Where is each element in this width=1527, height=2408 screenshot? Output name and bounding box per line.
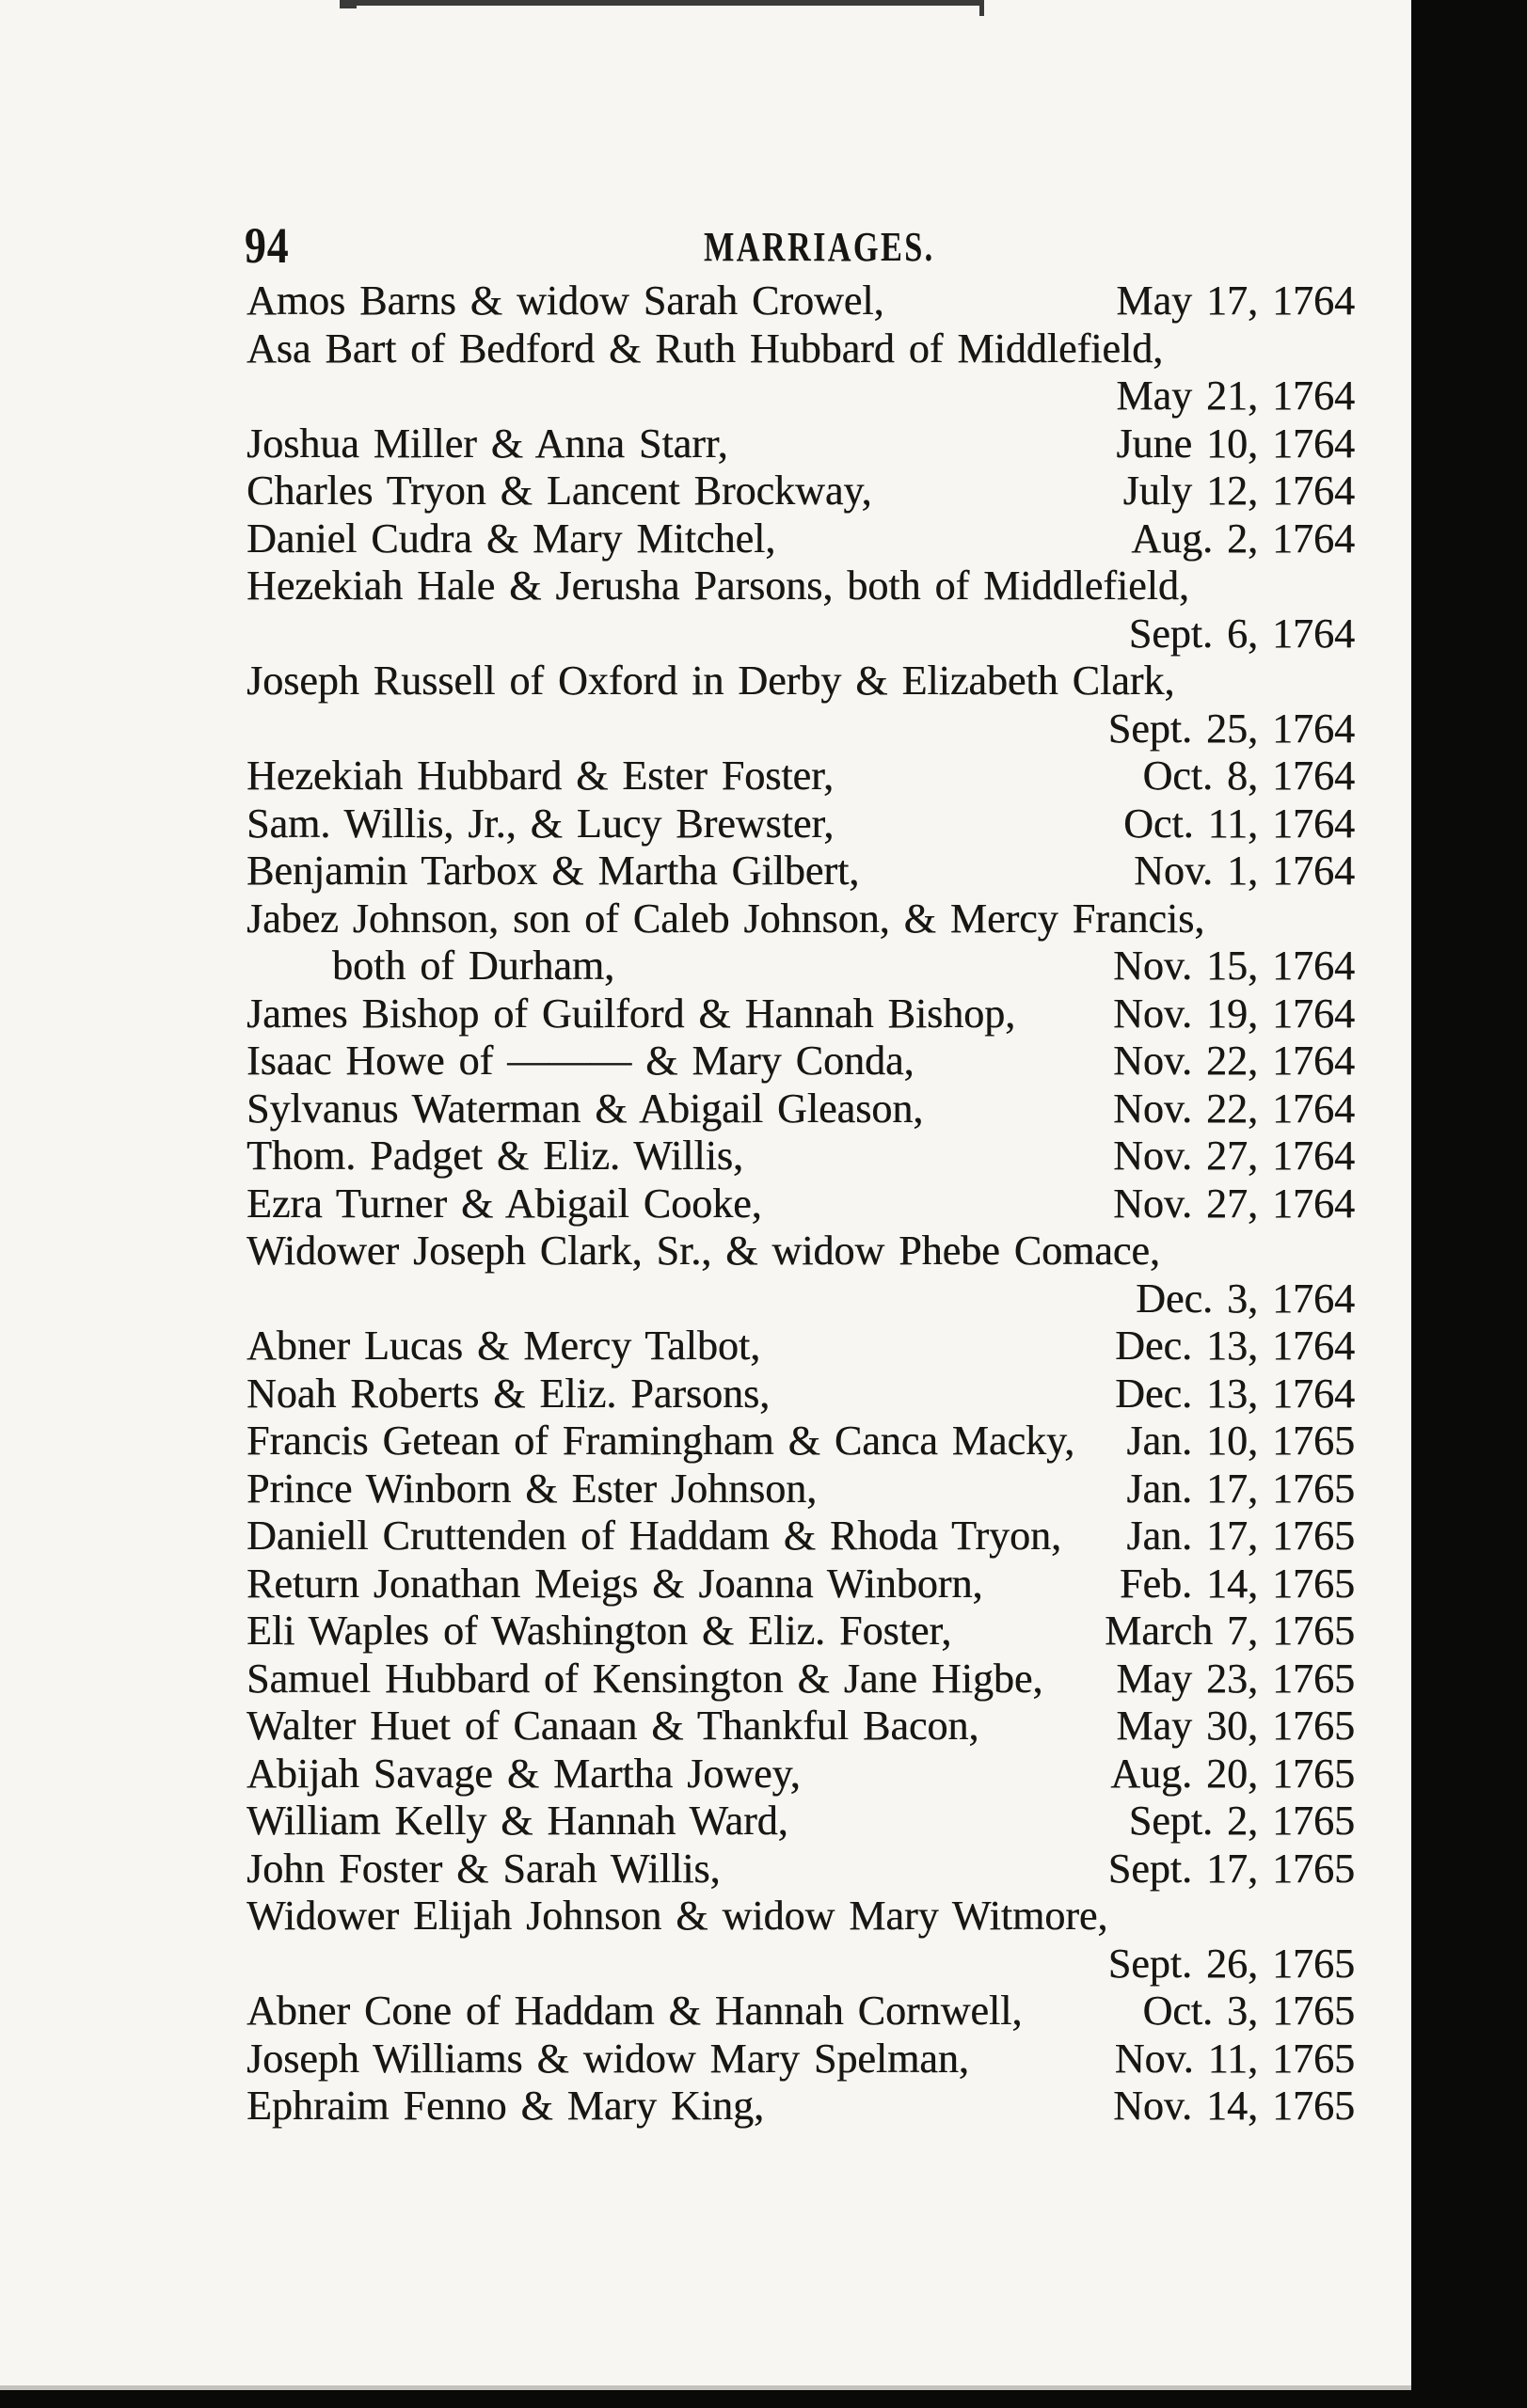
record-date: Jan. 17, 1765	[1126, 1465, 1355, 1512]
record-row	[247, 277, 1355, 325]
record-date: June 10, 1764	[1116, 420, 1355, 467]
record-row	[247, 2036, 1355, 2083]
record-row	[247, 1418, 1355, 1465]
record-row	[247, 515, 1355, 563]
record-date: Sept. 17, 1765	[1107, 1845, 1355, 1892]
record-name: Joseph Russell of Oxford in Derby & Elizabeth Clark,	[247, 657, 1175, 704]
record-name: Jabez Johnson, son of Caleb Johnson, & Mercy Francis,	[247, 895, 1205, 942]
record-name: Joshua Miller & Anna Starr,	[247, 420, 728, 467]
record-name: Sylvanus Waterman & Abigail Gleason,	[247, 1085, 924, 1132]
record-name: Widower Elijah Johnson & widow Mary Witmore,	[247, 1893, 1108, 1939]
record-name: Noah Roberts & Eliz. Parsons,	[247, 1370, 771, 1417]
record-date: Dec. 3, 1764	[1136, 1275, 1355, 1322]
record-name: Return Jonathan Meigs & Joanna Winborn,	[247, 1560, 983, 1607]
record-name: Abner Cone of Haddam & Hannah Cornwell,	[247, 1988, 1023, 2034]
record-name: Walter Huet of Canaan & Thankful Bacon,	[247, 1703, 979, 1749]
record-name: Isaac Howe of ——— & Mary Conda,	[247, 1038, 915, 1084]
record-row	[247, 467, 1355, 515]
scan-top-rule-right-tick	[979, 0, 984, 16]
record-date: Feb. 14, 1765	[1120, 1560, 1355, 1607]
record-row	[247, 1751, 1355, 1798]
record-date: July 12, 1764	[1122, 467, 1355, 514]
record-date: Nov. 1, 1764	[1134, 848, 1355, 894]
record-date: Aug. 2, 1764	[1131, 515, 1355, 562]
record-row	[247, 1180, 1355, 1228]
record-row	[247, 1988, 1355, 2036]
record-row	[247, 943, 1355, 990]
record-row	[247, 1656, 1355, 1703]
record-date: Nov. 22, 1764	[1113, 1038, 1355, 1084]
record-date: Dec. 13, 1764	[1115, 1323, 1355, 1369]
record-row	[247, 1703, 1355, 1751]
record-name: Hezekiah Hubbard & Ester Foster,	[247, 752, 834, 799]
record-date: May 30, 1765	[1116, 1703, 1355, 1749]
scan-top-rule-left-end	[340, 0, 357, 8]
record-row	[247, 1370, 1355, 1418]
scan-top-rule	[340, 0, 984, 6]
record-row	[247, 1465, 1355, 1513]
record-date: Sept. 6, 1764	[1128, 610, 1355, 657]
record-row	[247, 990, 1355, 1038]
marriage-records-list	[247, 277, 1355, 2131]
record-date: Oct. 11, 1764	[1123, 800, 1355, 847]
record-name: Eli Waples of Washington & Eliz. Foster,	[247, 1608, 952, 1654]
record-date: Nov. 22, 1764	[1113, 1085, 1355, 1132]
record-name: Ephraim Fenno & Mary King,	[247, 2083, 765, 2129]
record-name: James Bishop of Guilford & Hannah Bishop,	[247, 990, 1016, 1037]
record-row	[247, 1941, 1355, 1988]
record-name: Asa Bart of Bedford & Ruth Hubbard of Middlefield,	[247, 325, 1164, 372]
record-name: Sam. Willis, Jr., & Lucy Brewster,	[247, 800, 835, 847]
record-date: Nov. 14, 1765	[1113, 2083, 1355, 2129]
record-date: Dec. 13, 1764	[1115, 1370, 1355, 1417]
record-row	[247, 325, 1355, 373]
record-date: Sept. 26, 1765	[1107, 1940, 1355, 1987]
record-date: Jan. 17, 1765	[1126, 1513, 1355, 1559]
record-date: Aug. 20, 1765	[1110, 1750, 1355, 1797]
record-name: Samuel Hubbard of Kensington & Jane Higbe,	[247, 1655, 1043, 1702]
record-date: Nov. 15, 1764	[1113, 943, 1355, 989]
record-row	[247, 2083, 1355, 2131]
record-row	[247, 1038, 1355, 1085]
record-row	[247, 1608, 1355, 1656]
record-name: Abijah Savage & Martha Jowey,	[247, 1750, 801, 1797]
record-name: Prince Winborn & Ester Johnson,	[247, 1465, 818, 1512]
record-name: Joseph Williams & widow Mary Spelman,	[247, 2035, 969, 2082]
record-date: Sept. 25, 1764	[1107, 705, 1355, 752]
record-date: Nov. 11, 1765	[1114, 2035, 1355, 2082]
scan-black-margin-bottom	[0, 2390, 1527, 2408]
record-date: Nov. 27, 1764	[1113, 1133, 1355, 1179]
record-name: Charles Tryon & Lancent Brockway,	[247, 467, 872, 514]
record-row	[247, 1893, 1355, 1941]
record-name: Francis Getean of Framingham & Canca Macky,	[247, 1418, 1075, 1464]
record-row	[247, 1275, 1355, 1323]
record-row	[247, 1228, 1355, 1275]
page-number: 94	[245, 217, 290, 274]
record-row	[247, 1560, 1355, 1608]
record-name: Hezekiah Hale & Jerusha Parsons, both of Middlefield,	[247, 562, 1189, 609]
record-row	[247, 1323, 1355, 1370]
record-name: Daniel Cudra & Mary Mitchel,	[247, 515, 776, 562]
record-row	[247, 1085, 1355, 1133]
record-date: May 17, 1764	[1116, 277, 1355, 324]
record-date: March 7, 1765	[1105, 1608, 1355, 1654]
record-row	[247, 705, 1355, 753]
record-row	[247, 1513, 1355, 1560]
record-date: Jan. 10, 1765	[1126, 1418, 1355, 1464]
record-date: Nov. 27, 1764	[1113, 1180, 1355, 1227]
record-name: William Kelly & Hannah Ward,	[247, 1798, 788, 1844]
record-date: May 21, 1764	[1116, 372, 1355, 419]
record-row	[247, 657, 1355, 705]
record-row	[247, 848, 1355, 895]
record-name: Widower Joseph Clark, Sr., & widow Phebe Comace,	[247, 1228, 1160, 1274]
record-row	[247, 800, 1355, 848]
record-name: Ezra Turner & Abigail Cooke,	[247, 1180, 762, 1227]
record-row	[247, 1846, 1355, 1893]
record-date: Nov. 19, 1764	[1113, 990, 1355, 1037]
record-name: Daniell Cruttenden of Haddam & Rhoda Tryon,	[247, 1513, 1062, 1559]
record-row	[247, 420, 1355, 468]
record-date: Oct. 8, 1764	[1142, 752, 1355, 799]
record-name: both of Durham,	[332, 943, 615, 989]
record-name: John Foster & Sarah Willis,	[247, 1845, 721, 1892]
running-header: MARRIAGES.	[704, 224, 935, 270]
record-date: Sept. 2, 1765	[1128, 1798, 1355, 1844]
record-name: Benjamin Tarbox & Martha Gilbert,	[247, 848, 860, 894]
scan-black-margin-right	[1411, 0, 1527, 2408]
record-row	[247, 610, 1355, 658]
record-row	[247, 752, 1355, 800]
record-name: Thom. Padget & Eliz. Willis,	[247, 1133, 743, 1179]
record-name: Abner Lucas & Mercy Talbot,	[247, 1323, 761, 1369]
record-date: Oct. 3, 1765	[1142, 1988, 1355, 2034]
record-row	[247, 895, 1355, 943]
record-row	[247, 562, 1355, 610]
record-name: Amos Barns & widow Sarah Crowel,	[247, 277, 884, 324]
record-row	[247, 1798, 1355, 1846]
record-row	[247, 372, 1355, 420]
record-row	[247, 1133, 1355, 1180]
record-date: May 23, 1765	[1116, 1655, 1355, 1702]
